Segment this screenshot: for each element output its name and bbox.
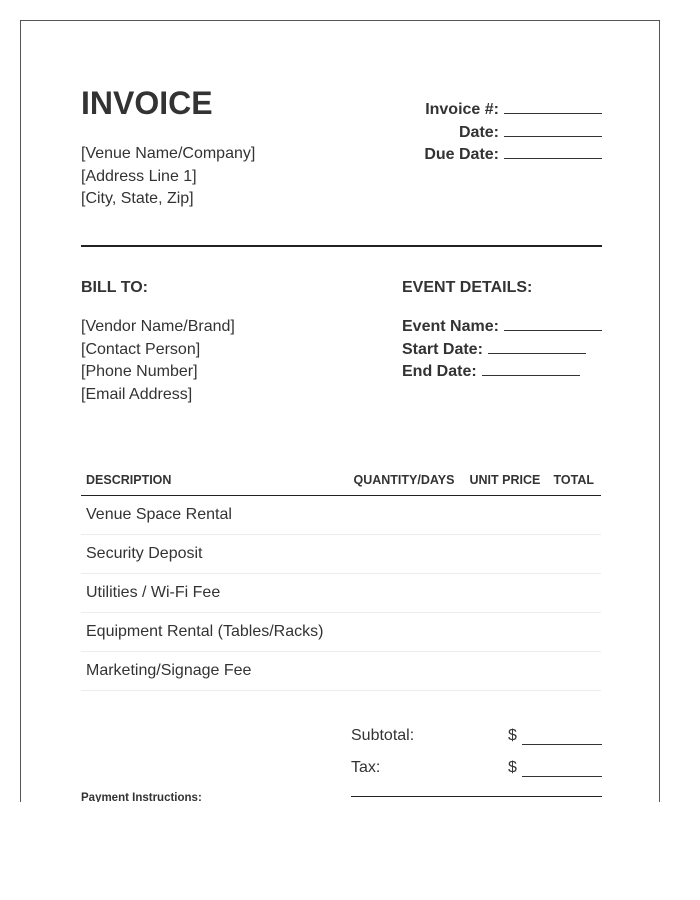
- item-unit-price[interactable]: [464, 613, 548, 652]
- due-date-label: Due Date:: [424, 146, 499, 163]
- column-header-total: TOTAL: [548, 465, 601, 496]
- invoice-number-row: [401, 99, 602, 122]
- item-unit-price[interactable]: [464, 535, 548, 574]
- column-header-quantity: QUANTITY/DAYS: [351, 465, 464, 496]
- bill-to-block: [81, 316, 235, 407]
- invoice-title: INVOICE: [81, 85, 213, 121]
- item-quantity[interactable]: [351, 574, 464, 613]
- invoice-date-row: [401, 122, 602, 145]
- event-name-label: Event Name:: [402, 318, 499, 335]
- item-quantity[interactable]: [351, 613, 464, 652]
- event-name-field[interactable]: [504, 316, 602, 331]
- item-description: Venue Space Rental: [81, 496, 351, 535]
- tax-field[interactable]: [522, 759, 602, 777]
- item-quantity[interactable]: [351, 496, 464, 535]
- item-quantity[interactable]: [351, 535, 464, 574]
- subtotal-label: Subtotal:: [351, 727, 415, 744]
- payment-instructions-heading: Payment Instructions:: [81, 792, 202, 802]
- due-date-row: [401, 144, 602, 167]
- end-date-field[interactable]: [482, 361, 580, 376]
- item-description: Marketing/Signage Fee: [81, 652, 351, 691]
- tax-row: [351, 757, 602, 789]
- table-row: [81, 535, 601, 574]
- subtotal-currency: $: [508, 727, 517, 744]
- vendor-name: [Vendor Name/Brand]: [81, 318, 235, 335]
- header-divider: [81, 245, 602, 247]
- tax-currency: $: [508, 759, 517, 776]
- invoice-meta-block: [401, 99, 602, 167]
- item-description: Security Deposit: [81, 535, 351, 574]
- totals-divider: [351, 796, 602, 797]
- venue-address-block: [81, 143, 255, 211]
- contact-person: [Contact Person]: [81, 340, 201, 358]
- end-date-label: End Date:: [402, 363, 477, 381]
- invoice-date-field[interactable]: [504, 122, 602, 137]
- column-header-unit-price: UNIT PRICE: [464, 465, 548, 496]
- totals-block: [351, 725, 602, 789]
- email-address: [Email Address]: [81, 386, 193, 404]
- item-unit-price[interactable]: [464, 574, 548, 613]
- due-date-field[interactable]: [504, 144, 602, 159]
- item-total[interactable]: [548, 652, 601, 691]
- item-unit-price[interactable]: [464, 652, 548, 691]
- invoice-page: [20, 20, 660, 802]
- event-name-row: [402, 316, 602, 339]
- column-header-description: DESCRIPTION: [81, 465, 351, 496]
- venue-city-state-zip: [City, State, Zip]: [81, 190, 194, 207]
- event-details-heading: EVENT DETAILS:: [402, 279, 533, 296]
- start-date-row: [402, 339, 602, 362]
- table-header-row: [81, 465, 601, 496]
- start-date-field[interactable]: [488, 339, 586, 354]
- table-row: [81, 496, 601, 535]
- start-date-label: Start Date:: [402, 340, 483, 358]
- phone-number: [Phone Number]: [81, 363, 198, 381]
- invoice-number-label: Invoice #:: [425, 101, 499, 118]
- item-total[interactable]: [548, 574, 601, 613]
- end-date-row: [402, 361, 602, 384]
- subtotal-field[interactable]: [522, 727, 602, 745]
- invoice-number-field[interactable]: [504, 99, 602, 114]
- invoice-date-label: Date:: [458, 123, 499, 141]
- item-quantity[interactable]: [351, 652, 464, 691]
- line-items-table: [81, 465, 601, 691]
- table-row: [81, 613, 601, 652]
- item-total[interactable]: [548, 535, 601, 574]
- venue-address-line: [Address Line 1]: [81, 167, 197, 185]
- item-unit-price[interactable]: [464, 496, 548, 535]
- event-details-block: [402, 316, 602, 384]
- item-total[interactable]: [548, 613, 601, 652]
- item-description: Utilities / Wi-Fi Fee: [81, 574, 351, 613]
- item-description: Equipment Rental (Tables/Racks): [81, 613, 351, 652]
- venue-name: [Venue Name/Company]: [81, 145, 256, 162]
- subtotal-row: [351, 725, 602, 757]
- item-total[interactable]: [548, 496, 601, 535]
- table-row: [81, 652, 601, 691]
- bill-to-heading: BILL TO:: [81, 279, 148, 296]
- tax-label: Tax:: [351, 759, 381, 776]
- table-row: [81, 574, 601, 613]
